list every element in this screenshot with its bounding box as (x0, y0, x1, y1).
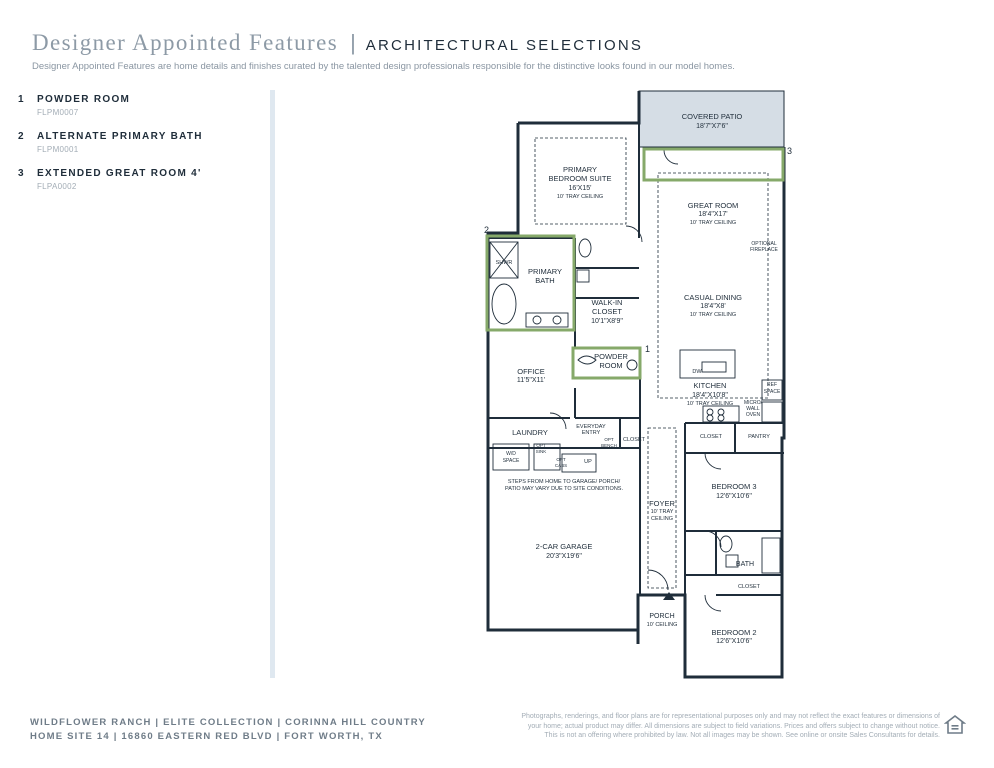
floor-plan (480, 88, 800, 688)
callout-three: 3 (787, 146, 793, 156)
equal-housing-icon (944, 714, 966, 736)
interior-walls (488, 123, 784, 595)
office-dim: 11'5"X11' (516, 377, 546, 384)
callout-two: 2 (484, 225, 490, 235)
everyday-entry-label: EVERYDAY (576, 424, 606, 430)
ref-space-label-2: SPACE (763, 389, 781, 395)
opt-bench-label-2: BENCH (601, 443, 617, 448)
feature-highlights (487, 149, 783, 378)
page-header (32, 30, 972, 72)
casual-dining-dim: 18'4"X8' (700, 303, 726, 310)
office-label: OFFICE (517, 367, 545, 376)
great-room-dim: 18'4"X17' (698, 211, 728, 218)
disclaimer (490, 712, 940, 741)
page-title: Designer Appointed Features (32, 30, 339, 55)
foyer-note-2: CEILING (650, 516, 674, 522)
garage-label: 2-CAR GARAGE (535, 542, 593, 551)
highlight-primary-bath (487, 236, 574, 330)
feature-code: FLPM0001 (37, 145, 79, 154)
opt-sink-label: OPT (536, 443, 546, 448)
feature-number: 3 (18, 168, 24, 179)
section-title: ARCHITECTURAL SELECTIONS (365, 37, 644, 54)
primary-suite-label-2: BEDROOM SUITE (548, 174, 612, 183)
closet-hall-label: CLOSET (737, 584, 761, 590)
kitchen-dim: 18'4"X10'8" (692, 392, 728, 399)
micro-oven-label-2: WALL (746, 406, 760, 412)
opt-cabs-label: OPT (556, 457, 566, 462)
bedroom2-dim: 12'6"X10'6" (716, 638, 752, 645)
title-row (32, 30, 972, 56)
foyer-note: 10' TRAY (650, 509, 674, 515)
walk-in-closet-label: WALK-IN (591, 298, 623, 307)
feature-code: FLPM0007 (37, 108, 79, 117)
casual-dining-note: 10' TRAY CEILING (689, 312, 737, 318)
feature-item (18, 131, 258, 154)
great-room-label: GREAT ROOM (687, 201, 739, 210)
porch-note: 10' CEILING (646, 622, 678, 628)
disclaimer-line: Photographs, renderings, and floor plans are for representational purposes only and may not reflect the exact features or dimensions of (521, 713, 940, 720)
bedroom2-label: BEDROOM 2 (711, 628, 757, 637)
closet-kitchen-label: CLOSET (699, 434, 723, 440)
wd-space-label: W/D (506, 451, 516, 457)
primary-suite-label: PRIMARY (562, 165, 598, 174)
walk-in-closet-dim: 10'1"X8'9" (591, 318, 623, 325)
feature-name: EXTENDED GREAT ROOM 4' (37, 168, 202, 179)
powder-room-label: POWDER (594, 352, 628, 361)
feature-item (18, 94, 258, 117)
pantry-label: PANTRY (748, 434, 770, 440)
primary-suite-note: 10' TRAY CEILING (556, 194, 604, 200)
primary-bath-label: PRIMARY (527, 267, 563, 276)
fireplace-label-2: FIREPLACE (750, 247, 778, 253)
title-separator: | (350, 30, 356, 55)
micro-oven-label-3: OVEN (745, 412, 761, 418)
feature-code: FLPA0002 (37, 182, 77, 191)
garage-note-2: PATIO MAY VARY DUE TO SITE CONDITIONS. (505, 486, 623, 492)
porch-label: PORCH (649, 613, 675, 620)
closet-entry-label: CLOSET (622, 437, 646, 443)
micro-oven-label: MICRO/ (743, 400, 763, 406)
up-label: UP (584, 459, 592, 465)
opt-bench-label: OPT (604, 437, 614, 442)
feature-name: POWDER ROOM (37, 94, 131, 105)
fireplace-label: OPTIONAL (751, 241, 777, 247)
dw-label: DW (692, 369, 702, 375)
garage-note: STEPS FROM HOME TO GARAGE/ PORCH/ (507, 479, 621, 485)
disclaimer-line: This is not an offering where prohibited by law. Not all images may be shown. See online or onsite Sales Consultants for details. (544, 732, 940, 739)
ref-space-label: REF (767, 382, 777, 388)
kitchen-label: KITCHEN (693, 381, 727, 390)
wd-space-label-2: SPACE (502, 458, 520, 464)
shower-label: SHWR (495, 260, 513, 266)
disclaimer-line: your home; actual product may differ. All dimensions are subject to field variations. Prices and offers subject to change without notice. (527, 722, 940, 730)
feature-number: 2 (18, 131, 24, 142)
feature-item (18, 168, 258, 191)
opt-cabs-label-2: CABS (554, 463, 568, 468)
bath-label: BATH (735, 561, 755, 568)
opt-sink-label-2: SINK (535, 449, 547, 454)
casual-dining-label: CASUAL DINING (683, 293, 743, 302)
laundry-label: LAUNDRY (512, 428, 548, 437)
feature-list (18, 94, 258, 205)
covered-patio-label: COVERED PATIO (681, 112, 743, 121)
everyday-entry-label-2: ENTRY (581, 430, 601, 436)
feature-name: ALTERNATE PRIMARY BATH (37, 131, 203, 142)
community-info (30, 716, 426, 744)
address-line: HOME SITE 14 | 16860 EASTERN RED BLVD | FORT WORTH, TX (30, 731, 383, 742)
page-description: Designer Appointed Features are home details and finishes curated by the talented design professionals responsible for the distinctive looks found in our model homes. (32, 61, 735, 72)
bedroom3-dim: 12'6"X10'6" (716, 493, 752, 500)
community-line: WILDFLOWER RANCH | ELITE COLLECTION | CORINNA HILL COUNTRY (30, 717, 426, 728)
primary-suite-dim: 16'X15' (568, 185, 592, 192)
great-room-note: 10' TRAY CEILING (689, 220, 737, 226)
vertical-divider (270, 90, 275, 678)
garage-dim: 20'3"X19'6" (546, 553, 582, 560)
primary-bath-label-2: BATH (535, 276, 555, 285)
foyer-label: FOYER (649, 499, 675, 508)
kitchen-note: 10' TRAY CEILING (686, 401, 734, 407)
callout-one: 1 (645, 344, 651, 354)
bedroom3-label: BEDROOM 3 (711, 482, 757, 491)
feature-number: 1 (18, 94, 24, 105)
powder-room-label-2: ROOM (599, 361, 623, 370)
covered-patio-dim: 18'7"X7'6" (696, 123, 728, 130)
walk-in-closet-label-2: CLOSET (591, 307, 623, 316)
